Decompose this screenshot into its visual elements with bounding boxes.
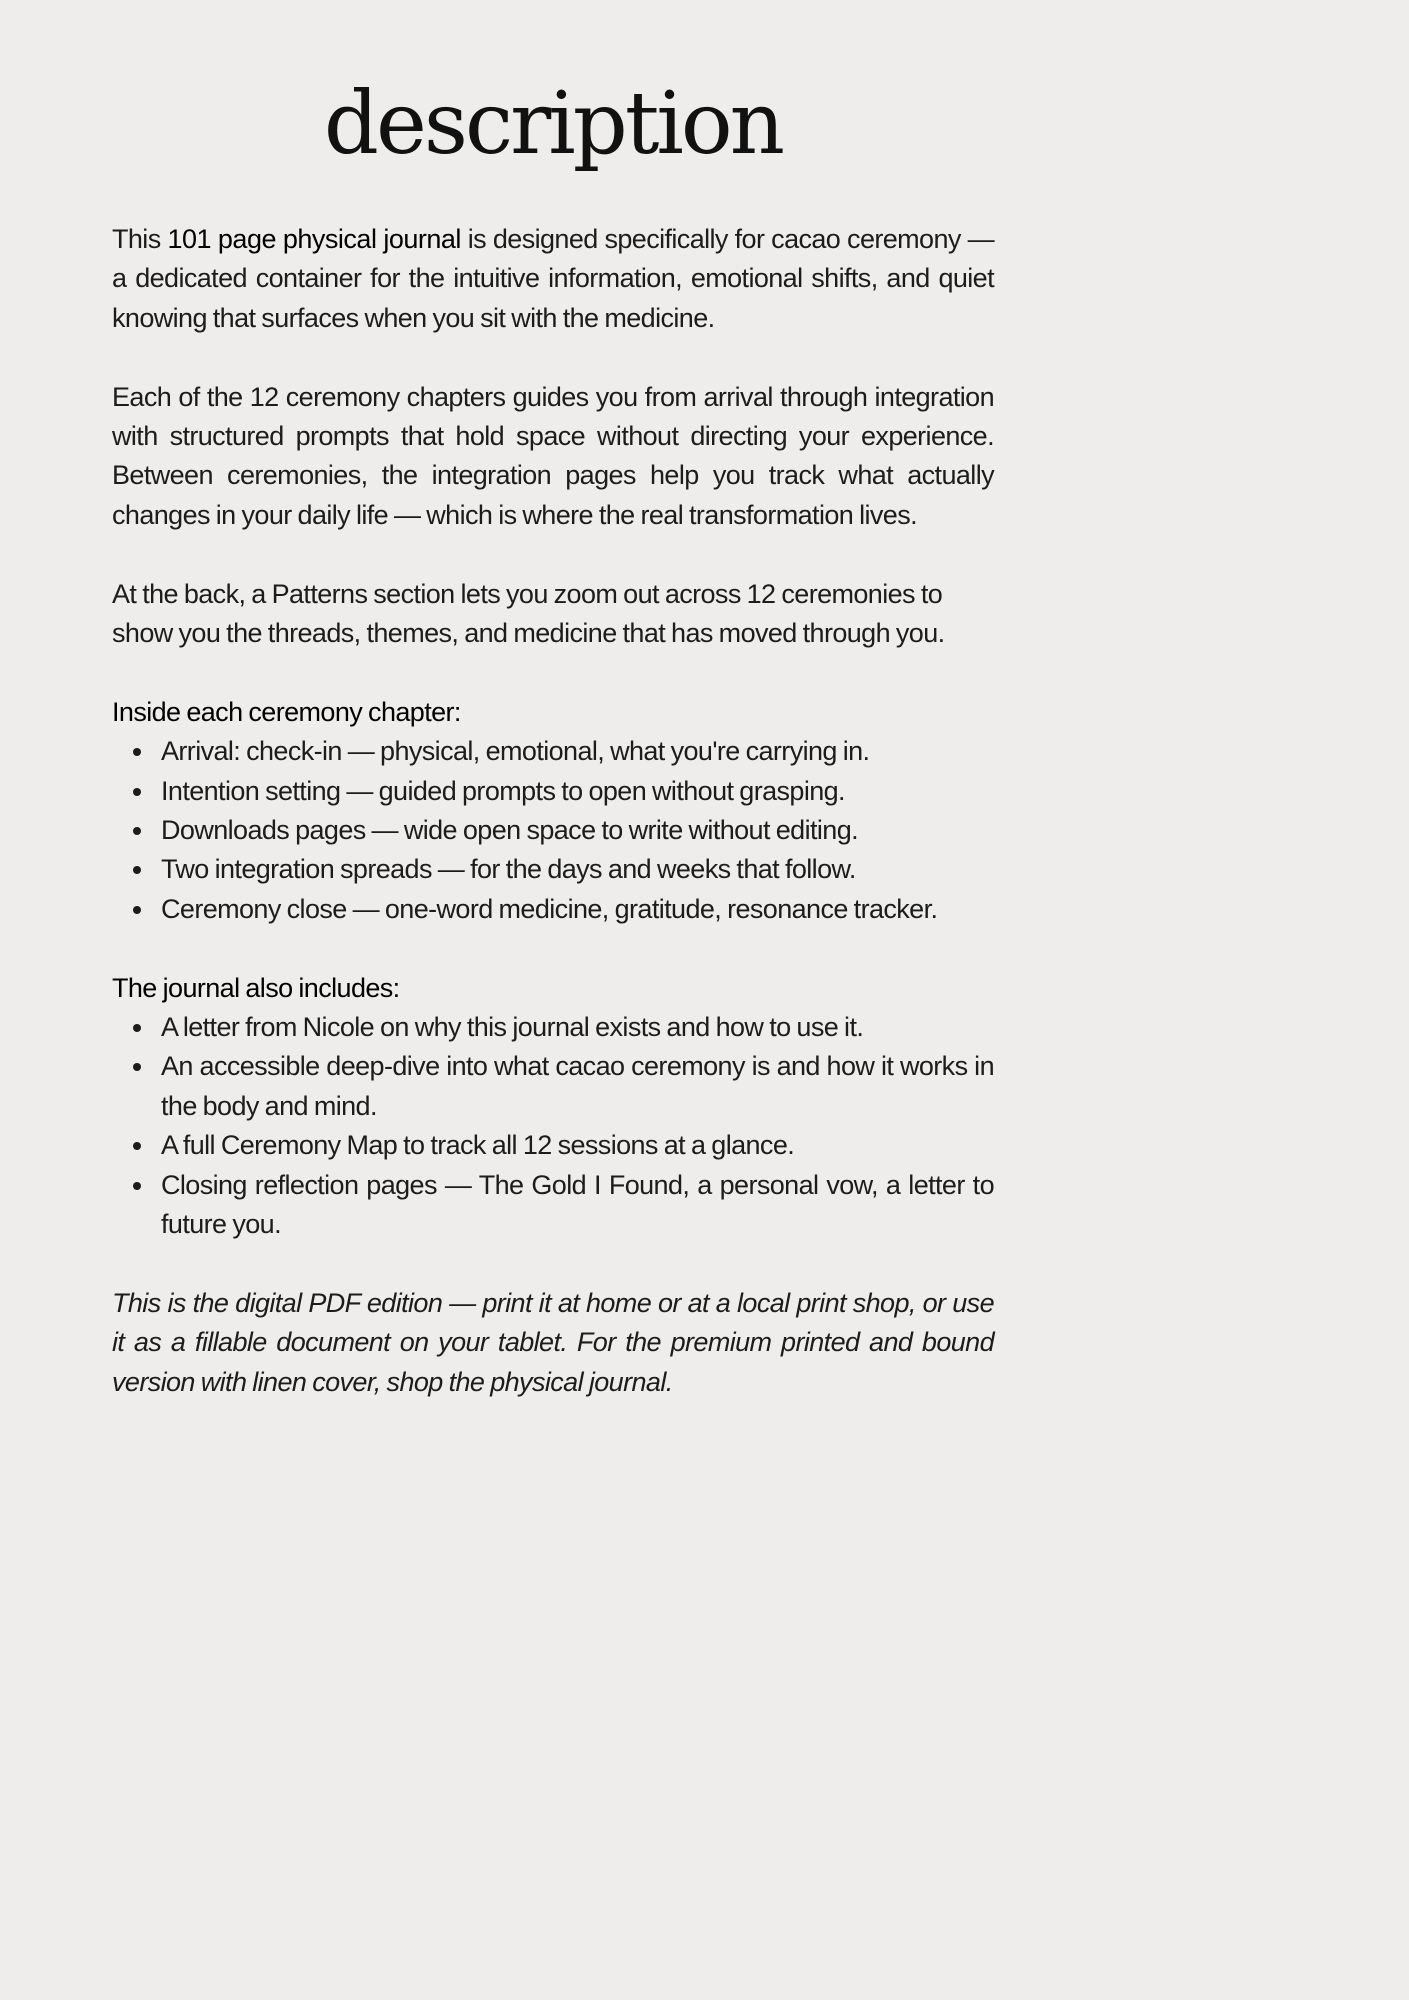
- bullet-icon: [133, 1142, 141, 1150]
- chapters-paragraph: Each of the 12 ceremony chapters guides you from arrival through integration with structured prompts that hold space without directing your experience. Between ceremonies, the integration pages help you track what actually changes in your daily life — which is where the real transformation lives.: [112, 381, 994, 530]
- bullet-icon: [133, 906, 141, 914]
- list-item-text: An accessible deep-dive into what cacao ceremony is and how it works in the body and mind.: [161, 1051, 994, 1121]
- intro-highlight: 101 page physical journal: [167, 224, 461, 254]
- list-item: [112, 1047, 994, 1126]
- list-item-text: Two integration spreads — for the days and weeks that follow.: [161, 854, 856, 885]
- patterns-paragraph: At the back, a Patterns section lets you zoom out across 12 ceremonies to show you the threads, themes, and medicine that has moved through you.: [112, 578, 945, 649]
- description-body: [112, 220, 994, 1402]
- list-item: [112, 1126, 994, 1165]
- list-item-text: Closing reflection pages — The Gold I Found, a personal vow, a letter to future you.: [161, 1169, 994, 1240]
- list-item-text: A full Ceremony Map to track all 12 sessions at a glance.: [161, 1130, 795, 1161]
- bullet-icon: [133, 827, 141, 835]
- journal-includes-heading: The journal also includes:: [112, 972, 400, 1003]
- inside-chapter-list: [112, 732, 994, 929]
- intro-rest: is designed specifically for cacao ceremony — a dedicated container for the intuitive information, emotional shifts, and quiet knowing that surfaces when you sit with the medicine.: [112, 224, 995, 333]
- list-item-text: Ceremony close — one-word medicine, gratitude, resonance tracker.: [161, 893, 938, 924]
- bullet-icon: [133, 866, 141, 874]
- list-item-text: Arrival: check-in — physical, emotional, what you're carrying in.: [161, 736, 870, 767]
- page-title: description: [323, 74, 783, 174]
- list-item: [112, 890, 994, 929]
- intro-paragraph: [112, 220, 994, 338]
- list-item-text: Downloads pages — wide open space to write without editing.: [161, 815, 859, 846]
- bullet-icon: [133, 1063, 141, 1071]
- list-item: [112, 1008, 994, 1047]
- list-item: [112, 732, 994, 771]
- bullet-icon: [133, 1024, 141, 1032]
- list-item: [112, 772, 994, 811]
- list-item: [112, 811, 994, 850]
- closing-note: This is the digital PDF edition — print it at home or at a local print shop, or use it as a fillable document on your tablet. For the premium printed and bound version with linen cover, shop the physical journal.: [112, 1287, 994, 1397]
- list-item-text: Intention setting — guided prompts to open without grasping.: [161, 775, 845, 806]
- journal-includes-list: [112, 1008, 994, 1244]
- inside-chapter-heading: Inside each ceremony chapter:: [112, 696, 461, 727]
- bullet-icon: [133, 748, 141, 756]
- list-item: [112, 850, 994, 889]
- list-item: [112, 1166, 994, 1245]
- bullet-icon: [133, 788, 141, 796]
- list-item-text: A letter from Nicole on why this journal exists and how to use it.: [161, 1012, 864, 1043]
- intro-lead: This: [112, 224, 168, 254]
- bullet-icon: [133, 1182, 141, 1190]
